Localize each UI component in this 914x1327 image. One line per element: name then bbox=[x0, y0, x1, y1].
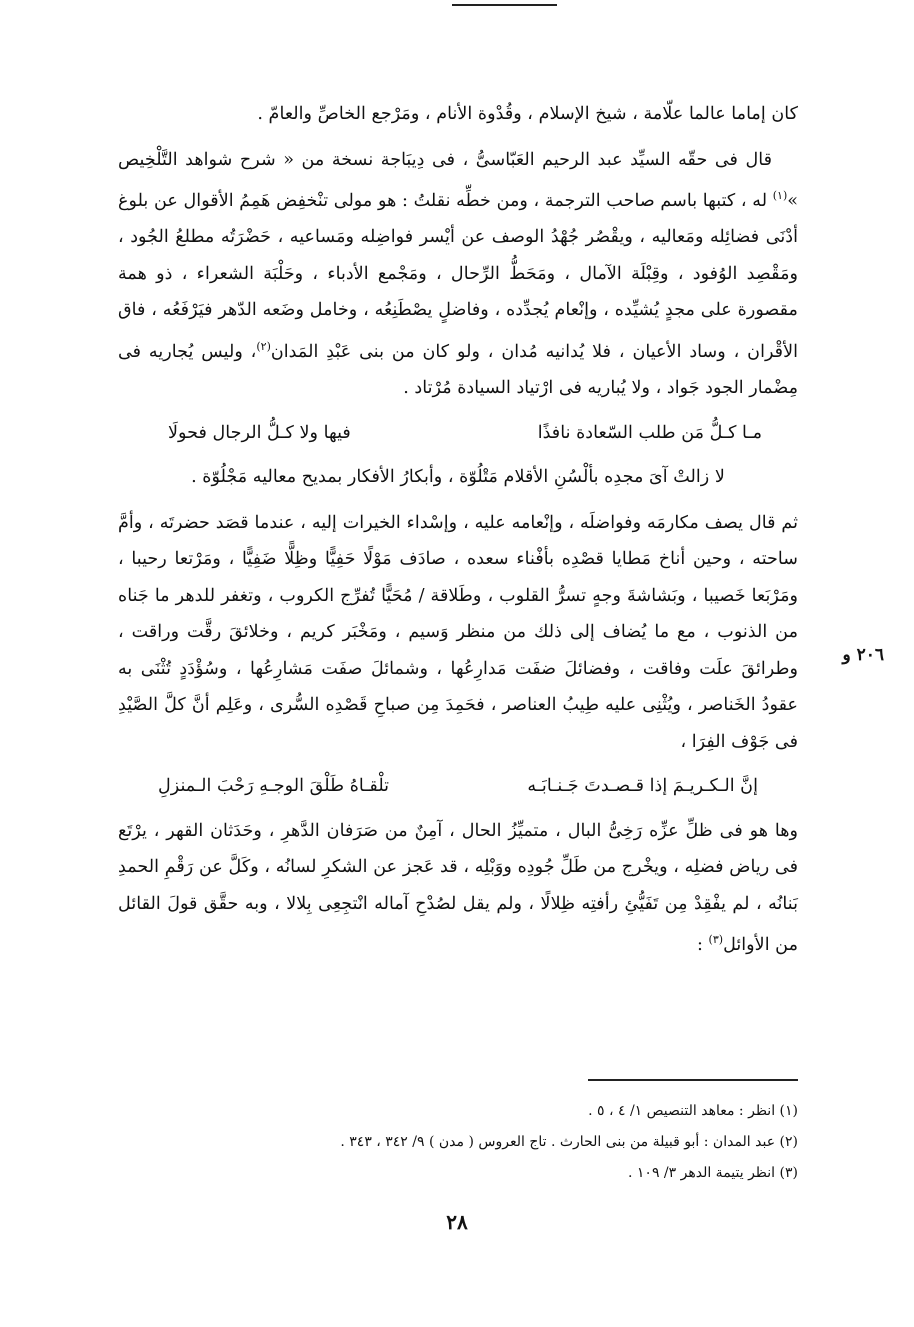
footnote-ref-3[interactable]: (٣) bbox=[708, 933, 724, 947]
verse-1-second-hemistich: فيها ولا كـلُّ الرجال فحولَا bbox=[168, 422, 351, 443]
footnote-ref-2[interactable]: (٢) bbox=[256, 339, 271, 353]
line-after-verse: لا زالتْ آىَ مجدِه بألْسُنِ الأقلام مَتْلُوّة ، وأبكارُ الأفكار بمديح معاليه مَجْلُوّة . bbox=[191, 467, 725, 488]
footnote-2: (٢) عبد المدان : أبو قبيلة من بنى الحارث . تاج العروس ( مدن ) ٩/ ٣٤٢ ، ٣٤٣ . bbox=[340, 1134, 798, 1150]
main-text bbox=[118, 96, 798, 964]
verse-1-first-hemistich: مـا كـلُّ مَن طلب السّعادة نافذًا bbox=[537, 422, 762, 443]
folio-margin-note: ٢٠٦ و bbox=[842, 645, 884, 665]
footnote-1: (١) انظر : معاهد التنصيص ١/ ٤ ، ٥ . bbox=[588, 1103, 798, 1119]
paragraph-1: قال فى حقّه السيِّد عبد الرحيم العَبّاسىُّ ، فى دِيبَاجة نسخة من « شرح شواهد التَّلْخِيص »$^{(١)}$ له ، كتبها باسم صاحب الترجمة ، ومن خطِّه نقلتُ : هو مولى تنْخفِض هَمِمُ الأقوال عن بلوغ أدْنَى فضائِله ومَعاليه ، ويقْصُر جُهْدُ الوصف عن أيْسر فواضِله ومَساعيه ، حَضْرَتُه مطلعُ الجُود ، ومَقْصِد الوُفود ، وقِبْلَة الآمال ، ومَحَطُّ الرِّحال ، ومَجْمع الأدباء ، وحَلْبَة الشعراء ، ذو همة مقصورة على مجدٍ يُشيِّده ، وإنْعام يُجدِّده ، وفاضلٍ يصْطَنِعُه ، وخامل وضَعه الدّهر فيَرْفَعُه ، فاق الأقْران ، وساد الأعيان ، فلا يُدانيه مُدان ، ولو كان من بنى عَبْدِ المَدان$^{(٢)}$، وليس يُجاريه فى مِضْمار الجود جَواد ، ولا يُباريه فى ارْتياد السيادة مُرْتاد . bbox=[118, 149, 798, 399]
verse-2-second-hemistich: تلْقـاهُ طَلْقَ الوجـهِ رَحْبَ الـمنزلِ bbox=[158, 776, 390, 797]
footnote-rule bbox=[588, 1079, 798, 1081]
paragraph-2: ثم قال يصف مكارمَه وفواضلَه ، وإنْعامه عليه ، وإسْداء الخيرات إليه ، عندما قصَد حضرتَه ، وأمَّ ساحته ، وحين أناخ مَطايا قصْدِه بأفْناء سعده ، صادَف مَوْلًا حَفِيًّا وظِلًّا ضَفِيًّا ، ومَرْتعا رحيبا ، ومَرْبَعا خَصيبا ، وبَشاشةَ وجهٍ تسرُّ القلوب ، وطَلاقة / مُحَيًّا تُفرِّج الكروب ، وتغفر للدهر ما جَناه من الذنوب ، مع ما يُضاف إلى ذلك من منظر وَسيم ، ومَخْبَر كريم ، وخلائقَ رقَّت وراقت ، وطرائقَ علَت وفاقت ، وفضائلَ ضفَت مَدارِعُها ، وشمائلَ صفَت مَشارِعُها ، وسُؤْدَدٍ تُثْنَى به عقودُ الخَناصر ، ويُثْنِى عليه طِيبُ العناصر ، فحَمِدَ مِن صباحِ قَصْدِه السُّرى ، وعَلِم أنَّ كلَّ الصَّيْدِ فى جَوْف الفِرَا ، bbox=[118, 512, 798, 752]
verse-1 bbox=[118, 415, 798, 452]
footnote-3: (٣) انظر يتيمة الدهر ٣/ ١٠٩ . bbox=[628, 1165, 798, 1181]
top-rule bbox=[452, 4, 557, 6]
footnotes bbox=[118, 1096, 798, 1189]
opening-line: كان إماما عالما علّامة ، شيخ الإسلام ، وقُدْوة الأنام ، ومَرْجع الخاصِّ والعامّ . bbox=[257, 104, 798, 124]
verse-2-first-hemistich: إنَّ الـكـريـمَ إذا قـصـدتَ جَـنـابَـه bbox=[527, 776, 758, 797]
verse-2 bbox=[118, 768, 798, 805]
footnote-ref-1[interactable]: (١) bbox=[772, 189, 788, 202]
paragraph-3: وها هو فى ظلِّ عزِّه رَخِىُّ البال ، متميِّزُ الحال ، آمِنٌ من صَرَفان الدَّهرِ ، وحَدَثان القهر ، يرْتَع فى رياض فضلِه ، ويخْرج من طَلِّ جُودِه ووَبْلِه ، قد عَجز عن الشكرِ لسانُه ، وكَلَّ عن رَقْمِ الحمدِ بَنانُه ، لم يفْقِدْ مِن تَفَيُّئِ رأفتِه ظِلالًا ، ولم يقل لصُدْحِ آماله انْتجِعِى بِلالا ، وبه حقَّق قولَ القائل من الأوائل$^{(٣)}$ : bbox=[118, 820, 798, 956]
page-number: ٢٨ bbox=[446, 1210, 468, 1234]
